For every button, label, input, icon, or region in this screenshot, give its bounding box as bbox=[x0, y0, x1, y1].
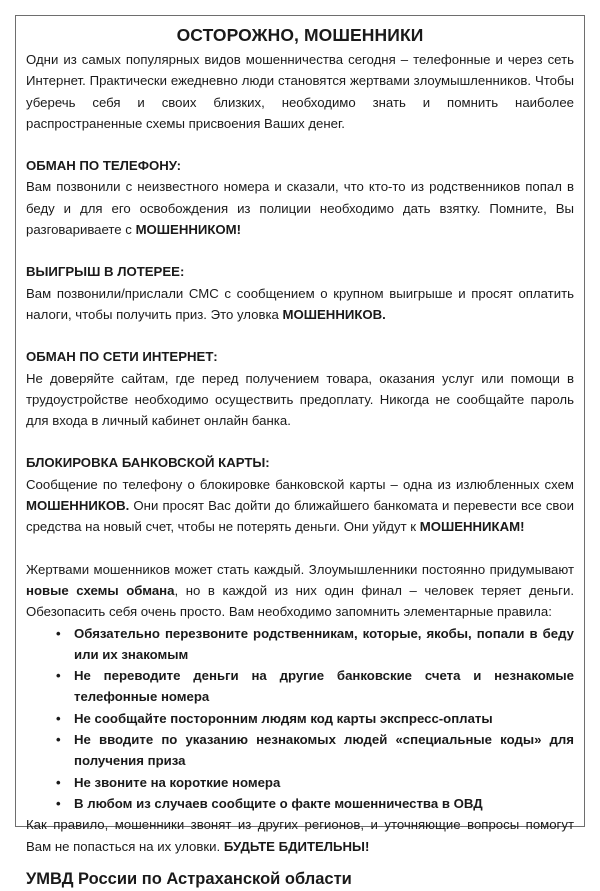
section-text-phone bbox=[26, 176, 574, 240]
section-tail: Они просят Вас дойти до ближайшего банкомата и перевести все свои средства на новый счет, чтобы не потерять деньги. Они уйдут к bbox=[26, 498, 574, 535]
spacer bbox=[26, 538, 574, 559]
rule-item bbox=[56, 623, 574, 666]
section-body: Вам позвонили с неизвестного номера и сказали, что кто-то из родственников попал в беду и для его освобождения из полиции необходимо дать взятку. Помните, Вы разговариваете с bbox=[26, 179, 574, 238]
rule-text: Не сообщайте посторонним людям код карты экспресс-оплаты bbox=[74, 710, 493, 726]
rules-intro-text: Жертвами мошенников может стать каждый. Злоумышленники постоянно придумывают bbox=[26, 561, 574, 577]
section-emphasis: МОШЕННИКОМ bbox=[135, 222, 237, 238]
spacer bbox=[26, 431, 574, 452]
rules-intro-text-end: , но в каждой из них один финал – человек теряет деньги. Обезопасить себя очень просто. Вам необходимо запомнить элементарные правила: bbox=[26, 582, 575, 620]
rule-item bbox=[56, 708, 574, 729]
section-body: Сообщение по телефону о блокировке банковской карты – одна из излюбленных схем bbox=[26, 476, 574, 492]
rule-text: Не звоните на короткие номера bbox=[74, 774, 281, 790]
rules-intro bbox=[26, 559, 574, 623]
section-heading-card-block: БЛОКИРОВКА БАНКОВСКОЙ КАРТЫ: bbox=[26, 455, 270, 471]
section-tail: ! bbox=[236, 222, 242, 238]
section-text-internet: Не доверяйте сайтам, где перед получением товара, оказания услуг или помощи в трудоустройстве необходимо осуществить предоплату. Никогда не сообщайте пароль для входа в личный кабинет онлайн банка. bbox=[26, 370, 574, 429]
section-emphasis-2: МОШЕННИКАМ! bbox=[419, 519, 525, 535]
section-emphasis: МОШЕННИКОВ. bbox=[26, 498, 130, 514]
section-emphasis: МОШЕННИКОВ. bbox=[282, 306, 386, 322]
rule-text: Не вводите по указанию незнакомых людей «специальные коды» для получения приза bbox=[74, 732, 574, 769]
bullet-icon: • bbox=[56, 668, 61, 684]
bullet-icon: • bbox=[56, 732, 61, 748]
section-heading-lottery: ВЫИГРЫШ В ЛОТЕРЕЕ: bbox=[26, 264, 185, 280]
rule-text: Обязательно перезвоните родственникам, которые, якобы, попали в беду или их знакомым bbox=[74, 625, 574, 662]
bullet-icon: • bbox=[56, 774, 61, 790]
bullet-icon: • bbox=[56, 625, 61, 641]
page-title: ОСТОРОЖНО, МОШЕННИКИ bbox=[176, 25, 424, 45]
closing-text: Как правило, мошенники звонят из других регионов, и уточняющие вопросы помогут Вам не попасться на их уловки. bbox=[26, 817, 574, 854]
rule-item bbox=[56, 772, 574, 793]
section-body: Вам позвонили/прислали СМС с сообщением о крупном выигрыше и просят оплатить налоги, чтобы получить приз. Это уловка bbox=[26, 285, 574, 322]
section-heading-internet: ОБМАН ПО СЕТИ ИНТЕРНЕТ: bbox=[26, 349, 218, 365]
section-heading-phone: ОБМАН ПО ТЕЛЕФОНУ: bbox=[26, 158, 182, 174]
spacer bbox=[26, 240, 574, 261]
bullet-icon: • bbox=[56, 795, 61, 811]
section-text-lottery bbox=[26, 283, 574, 326]
rules-list bbox=[26, 623, 574, 815]
rule-text: Не переводите деньги на другие банковские счета и незнакомые телефонные номера bbox=[74, 668, 574, 705]
rule-item bbox=[56, 665, 574, 708]
issuer-signature: УМВД России по Астраханской области bbox=[26, 869, 352, 888]
rules-intro-emphasis: новые схемы обмана bbox=[26, 582, 175, 598]
spacer bbox=[26, 134, 574, 155]
intro-paragraph: Одни из самых популярных видов мошенничества сегодня – телефонные и через сеть Интернет. Практически ежедневно люди становятся жертвами злоумышленников. Чтобы уберечь себя и своих близких, необходимо знать и помнить наиболее распространенные схемы присвоения Ваших денег. bbox=[26, 52, 574, 131]
rule-item bbox=[56, 729, 574, 772]
closing-paragraph bbox=[26, 814, 574, 857]
notice-frame bbox=[15, 15, 585, 888]
spacer bbox=[26, 325, 574, 346]
bullet-icon: • bbox=[56, 710, 61, 726]
closing-emphasis: БУДЬТЕ БДИТЕЛЬНЫ! bbox=[223, 838, 370, 854]
section-text-card-block bbox=[26, 474, 574, 538]
rule-text: В любом из случаев сообщите о факте мошенничества в ОВД bbox=[74, 795, 483, 811]
rule-item bbox=[56, 793, 574, 814]
